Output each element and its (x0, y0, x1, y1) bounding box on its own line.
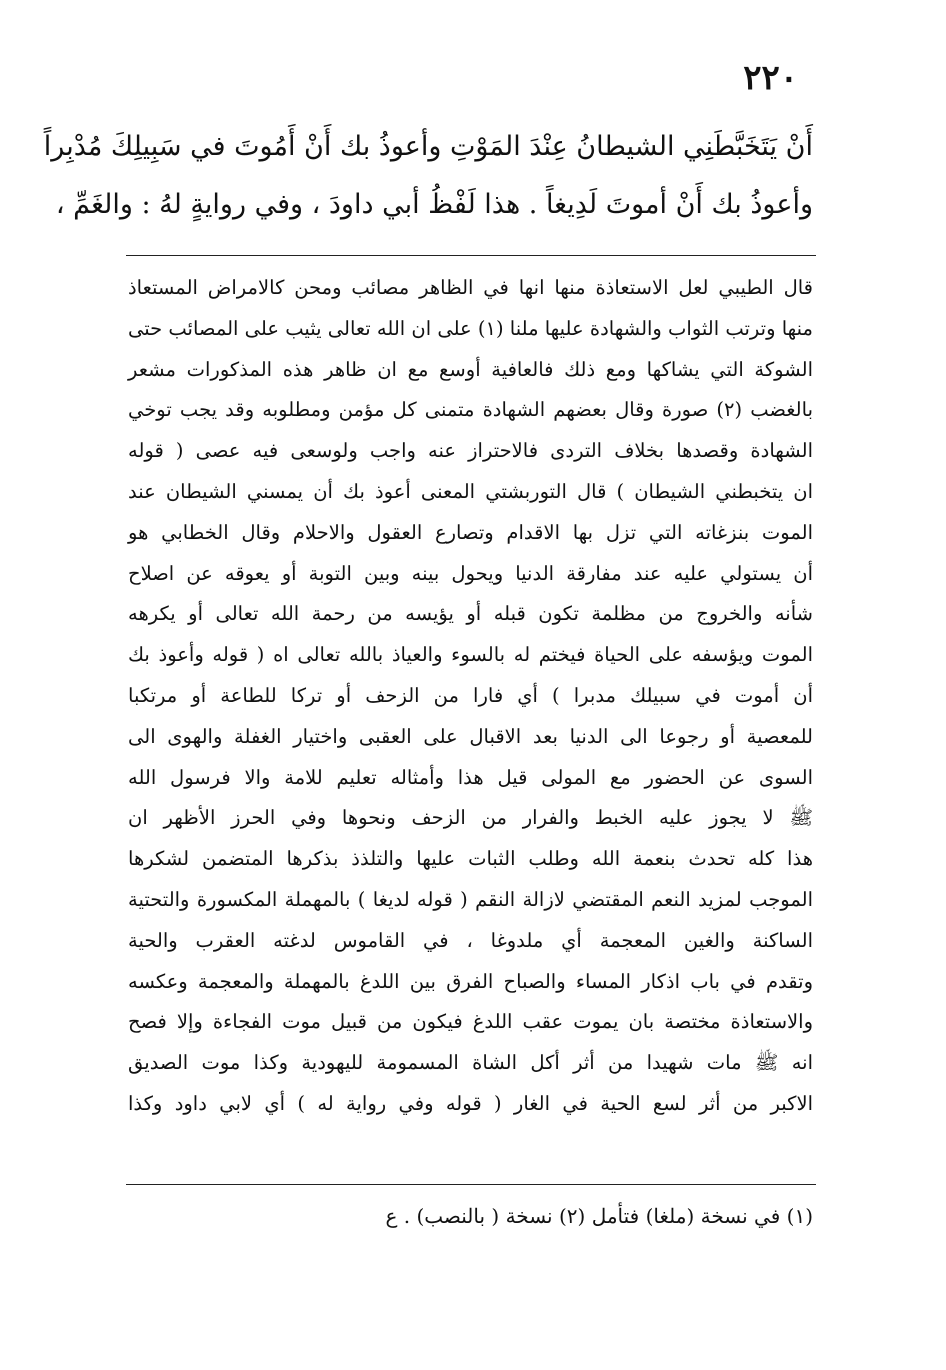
hadith-line: أَنْ يَتَخَبَّطَنِي الشيطانُ عِنْدَ المَوْتِ وأعوذُ بك أَنْ أَمُوتَ في سَبِيلِكَ مُدْبِراً (43, 131, 813, 162)
commentary-line: وتقدم في باب اذكار المساء والصباح الفرق بين اللدغ بالمهملة والمعجمة وعكسه (128, 969, 813, 993)
top-divider (126, 255, 816, 256)
commentary-line: منها وترتب الثواب والشهادة عليها ملنا (١) على ان الله تعالى يثيب على المصائب حتى (128, 316, 813, 340)
commentary-line: السوى عن الحضور مع المولى قيل هذا وأمثاله تعليم للامة والا فرسول الله (128, 765, 813, 789)
footnote: (١) في نسخة (ملغا) فتأمل (٢) نسخة ( بالنصب) . ع (385, 1204, 813, 1228)
commentary-line: أن يستولي عليه عند مفارقة الدنيا ويحول بينه وبين التوبة أو يعوقه عن اصلاح (128, 561, 813, 585)
commentary-line: قال الطيبي لعل الاستعاذة منها انها في الظاهر مصائب ومحن كالامراض المستعاذ (128, 276, 813, 299)
commentary-line: شأنه والخروج من مظلمة تكون قبله أو يؤيسه من رحمة الله تعالى أو يكرهه (128, 602, 813, 626)
commentary-line: ان يتخبطني الشيطان ) قال التوربشتي المعنى أعوذ بك أن يمسني الشيطان عند (128, 479, 813, 503)
commentary-line: أن أموت في سبيلك مدبرا ) أي فارا من الزحف أو تركا للطاعة أو مرتكبا (128, 683, 813, 707)
commentary-line: هذا كله تحدث بنعمة الله وطلب الثبات عليها والتلذذ بذكرها المتضمن لشكرها (128, 847, 813, 871)
commentary-text (128, 268, 813, 1125)
footnote-divider (126, 1184, 816, 1185)
commentary-line: انه ﷺ مات شهيدا من أثر أكل الشاة المسمومة لليهودية وكذا موت الصديق (128, 1051, 813, 1075)
commentary-line: الموت ويؤسفه على الحياة فيختم له بالسوء والعياذ بالله تعالى اه ( قوله وأعوذ بك (128, 643, 813, 667)
commentary-line: الشوكة التي يشاكها ومع ذلك فالعافية أوسع مع ان ظاهر هذه المذكورات مشعر (128, 357, 813, 381)
commentary-line: الموت بنزغاته التي تزل بها الاقدام وتصارع العقول والاحلام وقال الخطابي هو (128, 520, 813, 544)
commentary-line: والاستعاذة مختصة بان يموت عقب اللدغ فيكون من قبيل موت الفجاءة وإلا فصح (128, 1010, 813, 1034)
commentary-line: ﷺ لا يجوز عليه الخبط والفرار من الزحف ونحوها وفي الحرز الأظهر ان (128, 806, 813, 830)
commentary-line: بالغضب (٢) صورة وقال بعضهم الشهادة متمنى كل مؤمن ومطلوبه وقد يجب توخي (128, 398, 813, 422)
commentary-line: الاكبر من أثر لسع الحية في الغار ( قوله وفي رواية له ) أي لابي داود وكذا (128, 1091, 813, 1115)
commentary-line: للمعصية أو رجوعا الى الدنيا بعد الاقبال على العقبى واختيار الغفلة والهوى الى (128, 724, 813, 748)
hadith-text (43, 118, 813, 234)
commentary-line: الموجب لمزيد النعم المقتضي لازالة النقم ( قوله لديغا ) بالمهملة المكسورة والتحتية (128, 887, 813, 911)
hadith-line: وأعوذُ بك أَنْ أموتَ لَدِيغاً . هذا لَفْظُ أبي داودَ ، وفي روايةٍ لهُ : والغَمِّ ، (55, 189, 813, 220)
commentary-line: الساكنة والغين المعجمة أي ملدوغا ، في القاموس لدغته العقرب والحية (128, 928, 813, 952)
commentary-line: الشهادة وقصدها بخلاف التردى فالاحتراز عنه واجب ولوسعى فيه عصى ( قوله (128, 439, 813, 463)
page-number: ٢٢٠ (743, 58, 798, 98)
